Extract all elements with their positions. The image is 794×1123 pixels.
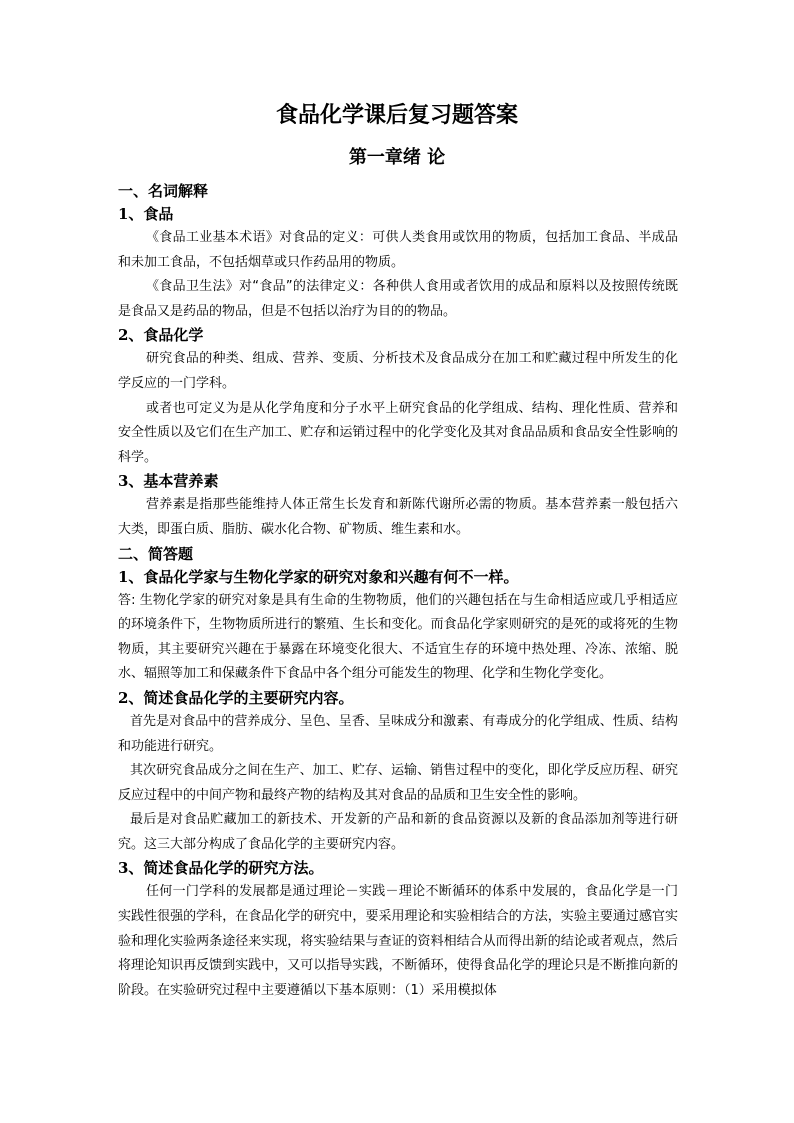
- section-heading-definitions: 一、名词解释: [118, 182, 209, 200]
- question-heading-1: 1、食品化学家与生物化学家的研究对象和兴趣有何不一样。: [118, 567, 519, 586]
- answer-paragraph: 最后是对食品贮藏加工的新技术、开发新的产品和新的食品资源以及新的食品添加剂等进行研究。这三大部分构成了食品化学的主要研究内容。: [118, 812, 678, 852]
- answer-paragraph: 任何一门学科的发展都是通过理论－实践－理论不断循环的体系中发展的，食品化学是一门实践性很强的学科，在食品化学的研究中，要采用理论和实验相结合的方法，实验主要通过感官实验和理化实验两条途径来实现，将实验结果与查证的资料相结合从而得出新的结论或者观点，然后将理论知识再反馈到实践中，又可以指导实践，不断循环，使得食品化学的理论只是不断推向新的阶段。在实验研究过程中主要遵循以下基本原则：（1）采用模拟体: [118, 884, 678, 998]
- chapter-title: 第一章绪 论: [348, 147, 446, 168]
- document-title: 食品化学课后复习题答案: [275, 102, 518, 128]
- paragraph: 或者也可定义为是从化学角度和分子水平上研究食品的化学组成、结构、理化性质、营养和安全性质以及它们在生产加工、贮存和运销过程中的化学变化及其对食品品质和食品安全性影响的科学。: [118, 400, 678, 465]
- document-body: [118, 180, 678, 1003]
- paragraph: 研究食品的种类、组成、营养、变质、分析技术及食品成分在加工和贮藏过程中所发生的化学反应的一门学科。: [118, 351, 678, 391]
- term-heading-food-chemistry: 2、食品化学: [118, 326, 204, 345]
- paragraph: 营养素是指那些能维持人体正常生长发育和新陈代谢所必需的物质。基本营养素一般包括六大类，即蛋白质、脂肪、碳水化合物、矿物质、维生素和水。: [118, 497, 678, 537]
- paragraph: 《食品工业基本术语》对食品的定义：可供人类食用或饮用的物质，包括加工食品、半成品和未加工食品，不包括烟草或只作药品用的物质。: [118, 230, 678, 270]
- answer-paragraph: 其次研究食品成分之间在生产、加工、贮存、运输、销售过程中的变化，即化学反应历程、研究反应过程中的中间产物和最终产物的结构及其对食品的品质和卫生安全性的影响。: [118, 763, 678, 803]
- answer-paragraph: 首先是对食品中的营养成分、呈色、呈香、呈味成分和激素、有毒成分的化学组成、性质、结构和功能进行研究。: [118, 713, 678, 754]
- question-heading-2: 2、简述食品化学的主要研究内容。: [118, 688, 354, 707]
- question-heading-3: 3、简述食品化学的研究方法。: [118, 859, 324, 878]
- section-heading-short-answer: 二、简答题: [118, 544, 194, 563]
- paragraph: 《食品卫生法》对“食品”的法律定义：各种供人食用或者饮用的成品和原料以及按照传统既是食品又是药品的物品，但是不包括以治疗为目的的物品。: [118, 279, 678, 319]
- answer-paragraph: 答: 生物化学家的研究对象是具有生命的生物物质，他们的兴趣包括在与生命相适应或几乎相适应的环境条件下，生物物质所进行的繁殖、生长和变化。而食品化学家则研究的是死的或将死的生物物质，其主要研究兴趣在于暴露在环境变化很大、不适宜生存的环境中热处理、冷冻、浓缩、脱水、辐照等加工和保藏条件下食品中各个组分可能发生的物理、化学和生物化学变化。: [118, 592, 678, 682]
- term-heading-basic-nutrients: 3、基本营养素: [118, 472, 219, 491]
- term-heading-food: 1、食品: [118, 205, 174, 223]
